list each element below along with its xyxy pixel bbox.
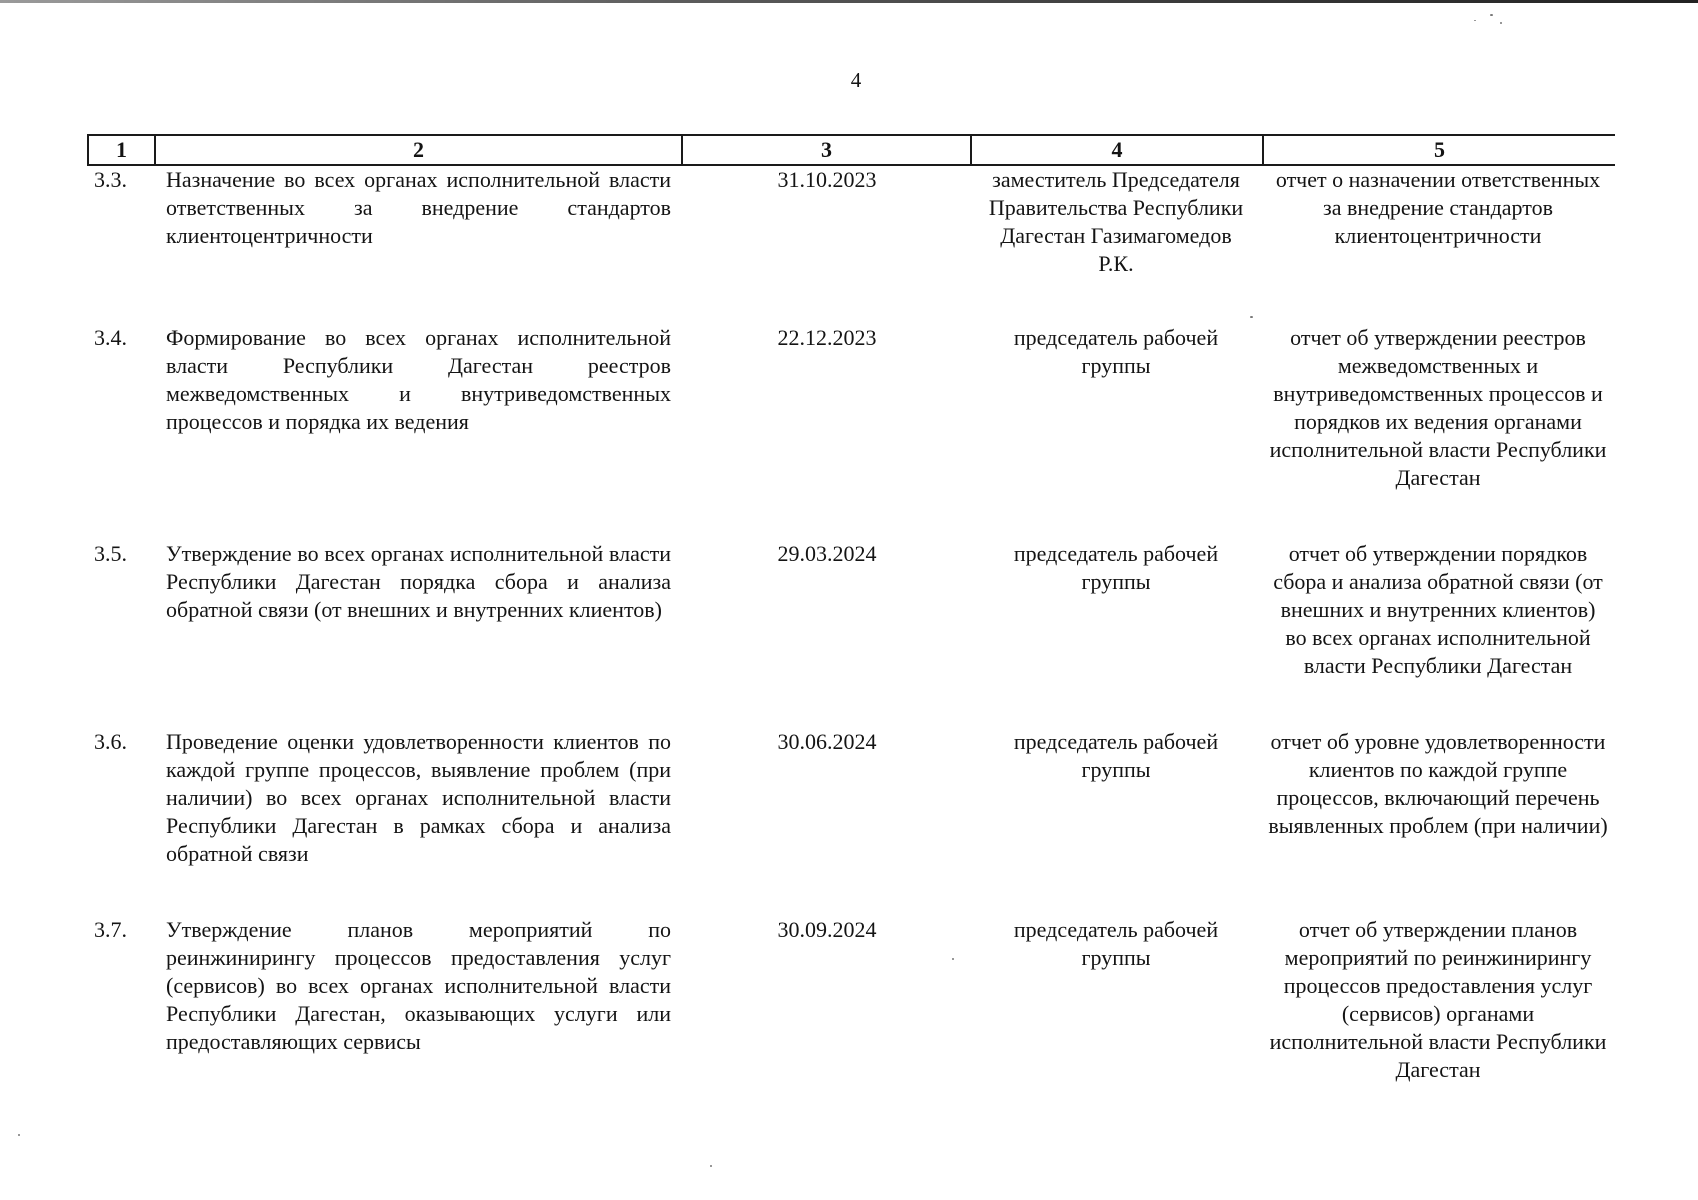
scan-speck [1490, 14, 1493, 16]
row-number: 3.3. [94, 167, 127, 192]
row-deadline: 30.09.2024 [777, 917, 877, 942]
column-header-5: 5 [1262, 136, 1615, 164]
scan-speck [1250, 316, 1253, 318]
row-number: 3.4. [94, 325, 127, 350]
table-header [87, 134, 1615, 166]
row-number: 3.5. [94, 541, 127, 566]
row-description: Формирование во всех органах исполнительной власти Республики Дагестан реестров межведомственных и внутриведомственных процессов и порядка их ведения [166, 325, 671, 434]
row-description: Утверждение во всех органах исполнительной власти Республики Дагестан порядка сбора и анализа обратной связи (от внешних и внутренних клиентов) [166, 541, 671, 622]
row-description: Утверждение планов мероприятий по реинжинирингу процессов предоставления услуг (сервисов) во всех органах исполнительной власти Республики Дагестан, оказывающих услуги или предоставляющих сервисы [166, 917, 671, 1054]
row-responsible: председатель рабочей группы [1013, 917, 1219, 970]
scan-speck [1500, 22, 1502, 24]
row-result: отчет об утверждении планов мероприятий по реинжинирингу процессов предоставления услуг (сервисов) органами исполнительной власти Республики Дагестан [1269, 917, 1607, 1082]
row-deadline: 31.10.2023 [777, 167, 877, 192]
row-description: Проведение оценки удовлетворенности клиентов по каждой группе процессов, выявление проблем (при наличии) во всех органах исполнительной власти Республики Дагестан в рамках сбора и анализа обратной связи [166, 729, 671, 866]
page-number: 4 [850, 68, 862, 92]
row-result: отчет о назначении ответственных за внедрение стандартов клиентоцентричности [1275, 167, 1601, 248]
column-header-4: 4 [970, 136, 1262, 164]
row-result: отчет об утверждении реестров межведомственных и внутриведомственных процессов и порядков их ведения органами исполнительной власти Республики Дагестан [1269, 325, 1607, 490]
row-number: 3.6. [94, 729, 127, 754]
column-header-1: 1 [87, 136, 154, 164]
scan-speck [1474, 20, 1476, 21]
row-responsible: заместитель Председателя Правительства Республики Дагестан Газимагомедов Р.К. [988, 167, 1244, 276]
row-result: отчет об уровне удовлетворенности клиентов по каждой группе процессов, включающий перечень выявленных проблем (при наличии) [1268, 729, 1608, 838]
scan-top-edge [0, 0, 1698, 3]
row-deadline: 29.03.2024 [777, 541, 877, 566]
row-description: Назначение во всех органах исполнительной власти ответственных за внедрение стандартов клиентоцентричности [166, 167, 671, 248]
row-deadline: 22.12.2023 [777, 325, 877, 350]
scan-speck [18, 1134, 20, 1136]
row-responsible: председатель рабочей группы [1013, 541, 1219, 594]
row-responsible: председатель рабочей группы [1013, 325, 1219, 378]
row-number: 3.7. [94, 917, 127, 942]
column-header-2: 2 [154, 136, 681, 164]
scan-speck [952, 958, 954, 960]
scan-speck [710, 1165, 712, 1167]
row-deadline: 30.06.2024 [777, 729, 877, 754]
row-responsible: председатель рабочей группы [1013, 729, 1219, 782]
row-result: отчет об утверждении порядков сбора и анализа обратной связи (от внешних и внутренних клиентов) во всех органах исполнительной власти Республики Дагестан [1273, 541, 1603, 678]
column-header-3: 3 [681, 136, 970, 164]
